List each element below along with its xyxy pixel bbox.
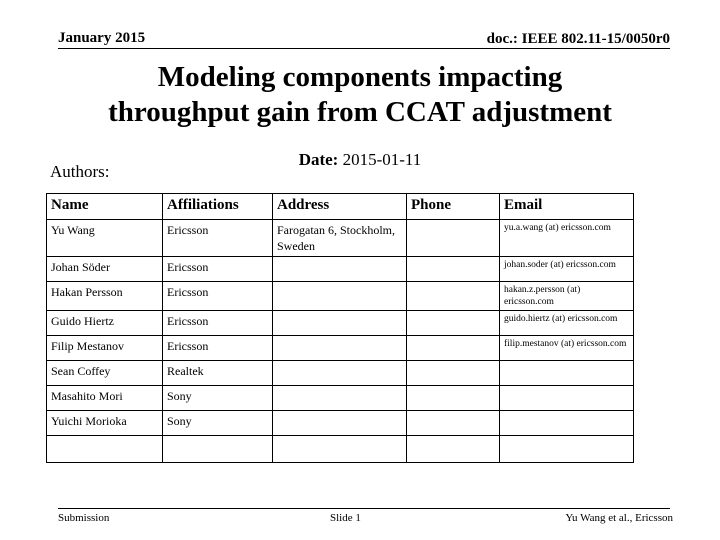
- cell-address: [273, 282, 407, 311]
- cell-phone: [407, 361, 500, 386]
- cell-name: Masahito Mori: [47, 386, 163, 411]
- cell-email: [500, 386, 634, 411]
- cell-affiliation: Ericsson: [163, 220, 273, 257]
- col-header-email: Email: [500, 194, 634, 220]
- table-row: [47, 411, 634, 436]
- cell-address: [273, 436, 407, 463]
- header-date: January 2015: [58, 30, 146, 46]
- cell-phone: [407, 336, 500, 361]
- cell-address: [273, 257, 407, 282]
- cell-address: [273, 311, 407, 336]
- col-header-affiliations: Affiliations: [163, 194, 273, 220]
- table-row: [47, 436, 634, 463]
- cell-address: Farogatan 6, Stockholm, Sweden: [273, 220, 407, 257]
- footer-authors: Yu Wang et al., Ericsson: [565, 512, 673, 524]
- slide-title: [40, 60, 680, 130]
- table-row: [47, 282, 634, 311]
- cell-phone: [407, 282, 500, 311]
- cell-email: yu.a.wang (at) ericsson.com: [500, 220, 634, 257]
- header-divider: [58, 48, 670, 49]
- cell-email: guido.hiertz (at) ericsson.com: [500, 311, 634, 336]
- cell-name: [47, 436, 163, 463]
- cell-email: [500, 361, 634, 386]
- cell-phone: [407, 257, 500, 282]
- cell-address: [273, 361, 407, 386]
- col-header-phone: Phone: [407, 194, 500, 220]
- title-line-1: Modeling components impacting: [157, 61, 563, 93]
- authors-label: Authors:: [50, 162, 110, 181]
- cell-affiliation: Ericsson: [163, 336, 273, 361]
- cell-name: Sean Coffey: [47, 361, 163, 386]
- cell-name: Johan Söder: [47, 257, 163, 282]
- cell-phone: [407, 386, 500, 411]
- cell-name: Yuichi Morioka: [47, 411, 163, 436]
- cell-name: Guido Hiertz: [47, 311, 163, 336]
- title-line-2: throughput gain from CCAT adjustment: [108, 96, 612, 128]
- table-row: [47, 311, 634, 336]
- footer-slide-number: Slide 1: [330, 512, 361, 524]
- table-row: [47, 386, 634, 411]
- col-header-address: Address: [273, 194, 407, 220]
- table-row: [47, 336, 634, 361]
- cell-phone: [407, 436, 500, 463]
- cell-affiliation: Sony: [163, 411, 273, 436]
- date-value: 2015-01-11: [342, 150, 422, 169]
- table-row: [47, 257, 634, 282]
- cell-affiliation: Ericsson: [163, 311, 273, 336]
- cell-address: [273, 336, 407, 361]
- table-header-row: [47, 194, 634, 220]
- date-label: Date:: [298, 150, 339, 169]
- cell-address: [273, 411, 407, 436]
- header-doc-id: doc.: IEEE 802.11-15/0050r0: [486, 31, 670, 47]
- cell-affiliation: Realtek: [163, 361, 273, 386]
- cell-phone: [407, 311, 500, 336]
- table-row: [47, 361, 634, 386]
- cell-name: Hakan Persson: [47, 282, 163, 311]
- cell-email: [500, 411, 634, 436]
- cell-name: Yu Wang: [47, 220, 163, 257]
- cell-email: [500, 436, 634, 463]
- footer-divider: [58, 508, 670, 509]
- cell-phone: [407, 220, 500, 257]
- table-row: [47, 220, 634, 257]
- cell-affiliation: Ericsson: [163, 257, 273, 282]
- footer-submission: Submission: [58, 512, 110, 524]
- authors-table: [46, 193, 634, 463]
- cell-address: [273, 386, 407, 411]
- cell-email: hakan.z.persson (at) ericsson.com: [500, 282, 634, 311]
- cell-name: Filip Mestanov: [47, 336, 163, 361]
- cell-affiliation: Sony: [163, 386, 273, 411]
- col-header-name: Name: [47, 194, 163, 220]
- cell-email: johan.soder (at) ericsson.com: [500, 257, 634, 282]
- cell-phone: [407, 411, 500, 436]
- cell-email: filip.mestanov (at) ericsson.com: [500, 336, 634, 361]
- cell-affiliation: [163, 436, 273, 463]
- cell-affiliation: Ericsson: [163, 282, 273, 311]
